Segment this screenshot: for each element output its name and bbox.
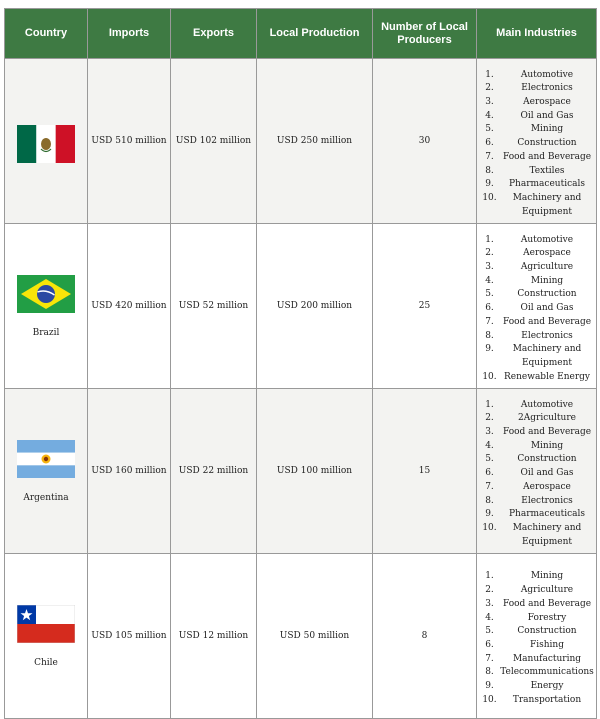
trade-table — [4, 8, 597, 719]
industry-item: 10. Transportation — [482, 694, 582, 705]
header-local-production: Local Production — [257, 9, 373, 59]
country-cell — [5, 389, 88, 554]
imports-value: USD 510 million — [88, 59, 171, 224]
table-row — [5, 554, 597, 719]
industry-item: 3. Aerospace — [485, 97, 571, 108]
industry-item: 9. Pharmaceuticals — [485, 179, 585, 190]
exports-value: USD 12 million — [171, 554, 257, 719]
industry-item: 1. Automotive — [485, 234, 574, 245]
industry-item: 9. Energy — [485, 681, 564, 692]
industry-item: 9. Machinery and Equipment — [485, 344, 582, 368]
industry-item: 2. Agriculture — [485, 585, 574, 596]
chile-flag-icon — [17, 605, 75, 643]
exports-value: USD 22 million — [171, 389, 257, 554]
industry-item: 10. Machinery and Equipment — [482, 522, 582, 547]
industries-list — [479, 234, 594, 385]
industries-list — [479, 570, 594, 707]
industries-cell — [477, 59, 597, 224]
industry-item: 8. Textiles — [485, 165, 565, 176]
industries-cell — [477, 224, 597, 389]
imports-value: USD 160 million — [88, 389, 171, 554]
local-producers-value: 15 — [373, 389, 477, 554]
header-exports: Exports — [171, 9, 257, 59]
industry-item: 8. Telecommunications — [485, 667, 594, 678]
industry-item: 8. Electronics — [485, 330, 573, 341]
industries-cell — [477, 389, 597, 554]
industry-item: 5. Construction — [485, 626, 577, 637]
local-production-value: USD 100 million — [257, 389, 373, 554]
industry-item: 7. Manufacturing — [485, 653, 582, 664]
industry-item: 2. Electronics — [485, 83, 573, 94]
industry-item: 3. Food and Beverage — [485, 598, 592, 609]
header-local-producers: Number of Local Producers — [373, 9, 477, 59]
industry-item: 5. Construction — [485, 289, 577, 300]
header-country: Country — [5, 9, 88, 59]
local-production-value: USD 200 million — [257, 224, 373, 389]
industry-item: 1. Automotive — [485, 69, 574, 80]
industries-list — [479, 399, 594, 550]
industry-item: 3. Agriculture — [485, 262, 574, 273]
industry-item: 4. Mining — [485, 440, 564, 451]
industry-item: 4. Forestry — [485, 612, 567, 623]
local-production-value: USD 250 million — [257, 59, 373, 224]
industry-item: 5. Mining — [485, 124, 564, 135]
imports-value: USD 105 million — [88, 554, 171, 719]
local-producers-value: 8 — [373, 554, 477, 719]
industry-item: 7. Food and Beverage — [485, 151, 592, 162]
industry-item: 6. Oil and Gas — [485, 468, 574, 479]
header-imports: Imports — [88, 9, 171, 59]
local-production-value: USD 50 million — [257, 554, 373, 719]
industry-item: 2. Aerospace — [485, 248, 571, 259]
local-producers-value: 25 — [373, 224, 477, 389]
brazil-flag-icon — [17, 275, 75, 313]
industry-item: 4. Mining — [485, 275, 564, 286]
industry-item: 10. Machinery and Equipment — [482, 192, 582, 217]
industry-item: 4. Oil and Gas — [485, 110, 574, 121]
header-row — [5, 9, 597, 59]
exports-value: USD 102 million — [171, 59, 257, 224]
table-row — [5, 224, 597, 389]
country-name: Chile — [34, 657, 58, 668]
mexico-flag-icon — [17, 125, 75, 163]
country-name: Argentina — [23, 492, 69, 503]
industry-item: 2. 2Agriculture — [485, 413, 576, 424]
country-cell — [5, 59, 88, 224]
imports-value: USD 420 million — [88, 224, 171, 389]
industry-item: 8. Electronics — [485, 495, 573, 506]
industry-item: 10. Renewable Energy — [482, 371, 590, 382]
country-name: Brazil — [32, 327, 60, 338]
industry-item: 7. Aerospace — [485, 481, 571, 492]
industry-item: 6. Fishing — [485, 640, 564, 650]
industries-cell — [477, 554, 597, 719]
industries-list — [479, 69, 594, 220]
industry-item: 6. Oil and Gas — [485, 303, 574, 314]
country-cell — [5, 224, 88, 389]
country-cell — [5, 554, 88, 719]
table-row — [5, 389, 597, 554]
argentina-flag-icon — [17, 440, 75, 478]
industry-item: 5. Construction — [485, 454, 577, 465]
industry-item: 1. Mining — [485, 571, 564, 582]
industry-item: 6. Construction — [485, 138, 577, 149]
exports-value: USD 52 million — [171, 224, 257, 389]
industry-item: 3. Food and Beverage — [485, 427, 592, 438]
header-main-industries: Main Industries — [477, 9, 597, 59]
industry-item: 7. Food and Beverage — [485, 316, 592, 327]
local-producers-value: 30 — [373, 59, 477, 224]
industry-item: 1. Automotive — [485, 399, 574, 410]
table-row — [5, 59, 597, 224]
industry-item: 9. Pharmaceuticals — [485, 509, 585, 520]
